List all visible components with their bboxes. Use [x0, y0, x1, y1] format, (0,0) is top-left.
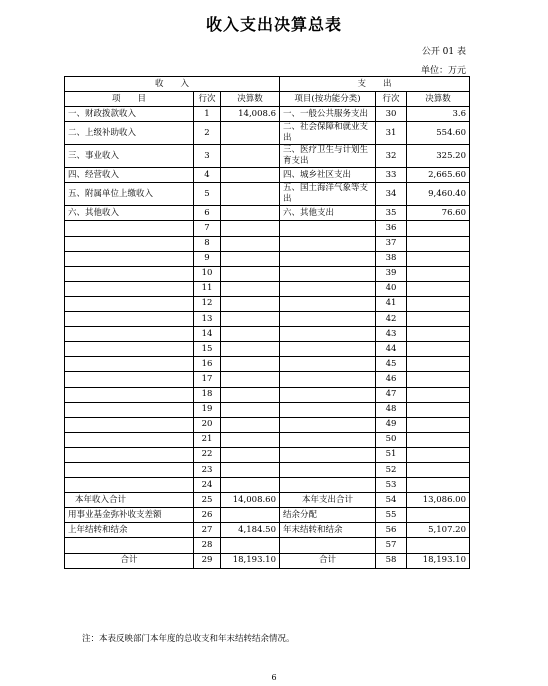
expense-rowno-cell: 44 — [376, 342, 407, 357]
expense-amount-cell — [407, 236, 470, 251]
income-rowno-cell: 18 — [194, 387, 221, 402]
income-rowno-cell: 5 — [194, 183, 221, 206]
income-amount-cell — [221, 508, 280, 523]
table-row — [65, 372, 470, 387]
income-item-cell — [65, 372, 194, 387]
income-item-cell — [65, 402, 194, 417]
expense-item-cell — [280, 327, 376, 342]
expense-item-cell: 一、一般公共服务支出 — [280, 107, 376, 122]
income-rowno-cell: 17 — [194, 372, 221, 387]
expense-rowno-cell: 49 — [376, 417, 407, 432]
income-item-cell — [65, 281, 194, 296]
form-number: 公开 01 表 — [421, 47, 466, 57]
income-rowno-cell: 4 — [194, 168, 221, 183]
income-amount-cell — [221, 342, 280, 357]
expense-item-header: 项目(按功能分类) — [280, 92, 376, 107]
income-amount-cell — [221, 402, 280, 417]
expense-item-cell: 四、城乡社区支出 — [280, 168, 376, 183]
table-row — [65, 145, 470, 168]
expense-amount-cell — [407, 221, 470, 236]
income-amount-cell — [221, 183, 280, 206]
expense-amount-cell — [407, 281, 470, 296]
table-row — [65, 447, 470, 462]
income-rowno-cell: 25 — [194, 493, 221, 508]
income-rowno-cell: 11 — [194, 281, 221, 296]
expense-item-cell — [280, 312, 376, 327]
income-amount-cell — [221, 327, 280, 342]
expense-section-header: 支 出 — [280, 77, 470, 92]
expense-rowno-cell: 56 — [376, 523, 407, 538]
income-amount-cell — [221, 387, 280, 402]
table-row — [65, 478, 470, 493]
income-item-cell: 本年收入合计 — [65, 493, 194, 508]
income-section-header: 收 入 — [65, 77, 280, 92]
income-item-cell — [65, 432, 194, 447]
expense-item-cell — [280, 357, 376, 372]
expense-item-cell — [280, 221, 376, 236]
expense-rowno-cell: 40 — [376, 281, 407, 296]
column-header-row — [65, 92, 470, 107]
expense-rowno-cell: 48 — [376, 402, 407, 417]
expense-amount-cell — [407, 417, 470, 432]
expense-rowno-cell: 53 — [376, 478, 407, 493]
income-item-cell — [65, 251, 194, 266]
table-row — [65, 357, 470, 372]
expense-amount-cell: 554.60 — [407, 122, 470, 145]
table-row — [65, 462, 470, 477]
table-row — [65, 417, 470, 432]
income-item-cell — [65, 266, 194, 281]
income-amount-cell — [221, 357, 280, 372]
income-item-cell — [65, 236, 194, 251]
page-title: 收入支出决算总表 — [205, 15, 342, 34]
expense-amount-cell — [407, 387, 470, 402]
table-row — [65, 168, 470, 183]
table-row — [65, 221, 470, 236]
expense-amount-cell — [407, 342, 470, 357]
expense-rowno-cell: 37 — [376, 236, 407, 251]
expense-item-cell — [280, 402, 376, 417]
expense-item-cell — [280, 478, 376, 493]
expense-amount-cell — [407, 478, 470, 493]
expense-amount-cell — [407, 447, 470, 462]
income-rowno-header: 行次 — [194, 92, 221, 107]
income-rowno-cell: 22 — [194, 447, 221, 462]
income-amount-cell — [221, 122, 280, 145]
expense-amount-cell: 76.60 — [407, 206, 470, 221]
table-row — [65, 538, 470, 553]
expense-amount-cell — [407, 432, 470, 447]
expense-item-cell: 年末结转和结余 — [280, 523, 376, 538]
expense-amount-cell — [407, 462, 470, 477]
table-row — [65, 183, 470, 206]
income-item-cell: 四、经营收入 — [65, 168, 194, 183]
income-rowno-cell: 19 — [194, 402, 221, 417]
income-item-cell: 三、事业收入 — [65, 145, 194, 168]
income-rowno-cell: 3 — [194, 145, 221, 168]
expense-item-cell: 二、社会保障和就业支出 — [280, 122, 376, 145]
expense-amount-cell — [407, 538, 470, 553]
table-row — [65, 432, 470, 447]
expense-rowno-cell: 33 — [376, 168, 407, 183]
income-rowno-cell: 8 — [194, 236, 221, 251]
income-rowno-cell: 1 — [194, 107, 221, 122]
expense-rowno-cell: 30 — [376, 107, 407, 122]
expense-item-cell — [280, 342, 376, 357]
expense-rowno-cell: 34 — [376, 183, 407, 206]
expense-item-cell — [280, 251, 376, 266]
expense-amount-cell — [407, 372, 470, 387]
table-row — [65, 523, 470, 538]
income-item-cell — [65, 327, 194, 342]
expense-amount-cell: 9,460.40 — [407, 183, 470, 206]
expense-item-cell — [280, 281, 376, 296]
income-rowno-cell: 27 — [194, 523, 221, 538]
expense-item-cell — [280, 462, 376, 477]
table-row — [65, 236, 470, 251]
income-amount-cell — [221, 417, 280, 432]
expense-rowno-cell: 46 — [376, 372, 407, 387]
income-rowno-cell: 21 — [194, 432, 221, 447]
expense-item-cell — [280, 372, 376, 387]
income-item-cell: 一、财政拨款收入 — [65, 107, 194, 122]
income-item-cell — [65, 342, 194, 357]
income-amount-cell: 18,193.10 — [221, 553, 280, 568]
income-item-cell — [65, 538, 194, 553]
expense-rowno-cell: 39 — [376, 266, 407, 281]
table-row — [65, 327, 470, 342]
income-rowno-cell: 2 — [194, 122, 221, 145]
expense-rowno-cell: 58 — [376, 553, 407, 568]
income-amount-cell: 4,184.50 — [221, 523, 280, 538]
income-amount-cell — [221, 447, 280, 462]
table-row — [65, 312, 470, 327]
table-body — [65, 107, 470, 568]
expense-item-cell — [280, 432, 376, 447]
expense-rowno-cell: 32 — [376, 145, 407, 168]
table-row — [65, 107, 470, 122]
income-item-cell: 五、附属单位上缴收入 — [65, 183, 194, 206]
expense-item-cell — [280, 447, 376, 462]
income-rowno-cell: 14 — [194, 327, 221, 342]
income-amount-cell — [221, 312, 280, 327]
expense-rowno-cell: 50 — [376, 432, 407, 447]
expense-amount-cell — [407, 296, 470, 311]
expense-amount-cell — [407, 402, 470, 417]
income-rowno-cell: 9 — [194, 251, 221, 266]
expense-amount-cell: 325.20 — [407, 145, 470, 168]
table-row — [65, 387, 470, 402]
expense-rowno-cell: 55 — [376, 508, 407, 523]
income-amount-cell — [221, 266, 280, 281]
income-amount-cell — [221, 168, 280, 183]
income-item-cell — [65, 417, 194, 432]
income-item-cell — [65, 221, 194, 236]
income-rowno-cell: 23 — [194, 462, 221, 477]
income-rowno-cell: 6 — [194, 206, 221, 221]
table-row — [65, 296, 470, 311]
expense-rowno-cell: 35 — [376, 206, 407, 221]
income-rowno-cell: 28 — [194, 538, 221, 553]
income-amount-cell — [221, 206, 280, 221]
expense-amount-cell: 3.6 — [407, 107, 470, 122]
income-rowno-cell: 7 — [194, 221, 221, 236]
expense-item-cell — [280, 538, 376, 553]
expense-amount-header: 决算数 — [407, 92, 470, 107]
expense-rowno-cell: 45 — [376, 357, 407, 372]
section-header-row — [65, 77, 470, 92]
expense-rowno-header: 行次 — [376, 92, 407, 107]
table-row — [65, 342, 470, 357]
expense-rowno-cell: 57 — [376, 538, 407, 553]
income-amount-cell — [221, 372, 280, 387]
income-item-cell: 用事业基金弥补收支差额 — [65, 508, 194, 523]
expense-amount-cell — [407, 508, 470, 523]
expense-item-cell: 六、其他支出 — [280, 206, 376, 221]
income-item-header: 项 目 — [65, 92, 194, 107]
income-item-cell — [65, 357, 194, 372]
income-amount-cell: 14,008.6 — [221, 107, 280, 122]
income-item-cell — [65, 478, 194, 493]
expense-item-cell — [280, 296, 376, 311]
table-row — [65, 251, 470, 266]
income-amount-cell — [221, 538, 280, 553]
expense-item-cell — [280, 387, 376, 402]
income-item-cell: 二、上级补助收入 — [65, 122, 194, 145]
table-row — [65, 266, 470, 281]
income-rowno-cell: 15 — [194, 342, 221, 357]
table-row — [65, 508, 470, 523]
income-amount-cell — [221, 478, 280, 493]
page-number: 6 — [271, 673, 277, 682]
summary-table — [64, 76, 470, 569]
table-row — [65, 402, 470, 417]
expense-item-cell: 三、医疗卫生与计划生育支出 — [280, 145, 376, 168]
income-item-cell: 上年结转和结余 — [65, 523, 194, 538]
income-rowno-cell: 13 — [194, 312, 221, 327]
expense-amount-cell: 2,665.60 — [407, 168, 470, 183]
unit-label: 单位：万元 — [420, 66, 466, 76]
expense-item-cell — [280, 266, 376, 281]
table-row — [65, 281, 470, 296]
income-rowno-cell: 20 — [194, 417, 221, 432]
expense-rowno-cell: 54 — [376, 493, 407, 508]
expense-amount-cell: 18,193.10 — [407, 553, 470, 568]
expense-rowno-cell: 52 — [376, 462, 407, 477]
income-item-cell: 六、其他收入 — [65, 206, 194, 221]
expense-amount-cell — [407, 251, 470, 266]
expense-rowno-cell: 36 — [376, 221, 407, 236]
income-item-cell — [65, 387, 194, 402]
expense-amount-cell — [407, 357, 470, 372]
income-rowno-cell: 16 — [194, 357, 221, 372]
expense-item-cell: 五、国土海洋气象等支出 — [280, 183, 376, 206]
expense-rowno-cell: 42 — [376, 312, 407, 327]
income-item-cell — [65, 312, 194, 327]
income-item-cell — [65, 296, 194, 311]
expense-amount-cell — [407, 327, 470, 342]
income-amount-cell — [221, 281, 280, 296]
income-rowno-cell: 26 — [194, 508, 221, 523]
table-row — [65, 553, 470, 568]
table-row — [65, 206, 470, 221]
expense-rowno-cell: 31 — [376, 122, 407, 145]
income-item-cell — [65, 447, 194, 462]
expense-rowno-cell: 51 — [376, 447, 407, 462]
expense-item-cell: 结余分配 — [280, 508, 376, 523]
income-rowno-cell: 24 — [194, 478, 221, 493]
income-amount-cell — [221, 462, 280, 477]
income-amount-cell: 14,008.60 — [221, 493, 280, 508]
income-amount-cell — [221, 251, 280, 266]
income-amount-cell — [221, 432, 280, 447]
expense-rowno-cell: 41 — [376, 296, 407, 311]
income-amount-cell — [221, 236, 280, 251]
expense-amount-cell — [407, 266, 470, 281]
table-row — [65, 122, 470, 145]
income-rowno-cell: 12 — [194, 296, 221, 311]
income-item-cell: 合计 — [65, 553, 194, 568]
expense-rowno-cell: 47 — [376, 387, 407, 402]
table-row — [65, 493, 470, 508]
expense-rowno-cell: 38 — [376, 251, 407, 266]
income-amount-cell — [221, 296, 280, 311]
expense-rowno-cell: 43 — [376, 327, 407, 342]
income-rowno-cell: 10 — [194, 266, 221, 281]
expense-item-cell — [280, 236, 376, 251]
income-rowno-cell: 29 — [194, 553, 221, 568]
expense-amount-cell — [407, 312, 470, 327]
income-item-cell — [65, 462, 194, 477]
expense-amount-cell: 5,107.20 — [407, 523, 470, 538]
expense-amount-cell: 13,086.00 — [407, 493, 470, 508]
expense-item-cell: 本年支出合计 — [280, 493, 376, 508]
footnote: 注：本表反映部门本年度的总收支和年末结转结余情况。 — [82, 634, 295, 644]
income-amount-cell — [221, 221, 280, 236]
expense-item-cell: 合计 — [280, 553, 376, 568]
expense-item-cell — [280, 417, 376, 432]
income-amount-header: 决算数 — [221, 92, 280, 107]
income-amount-cell — [221, 145, 280, 168]
